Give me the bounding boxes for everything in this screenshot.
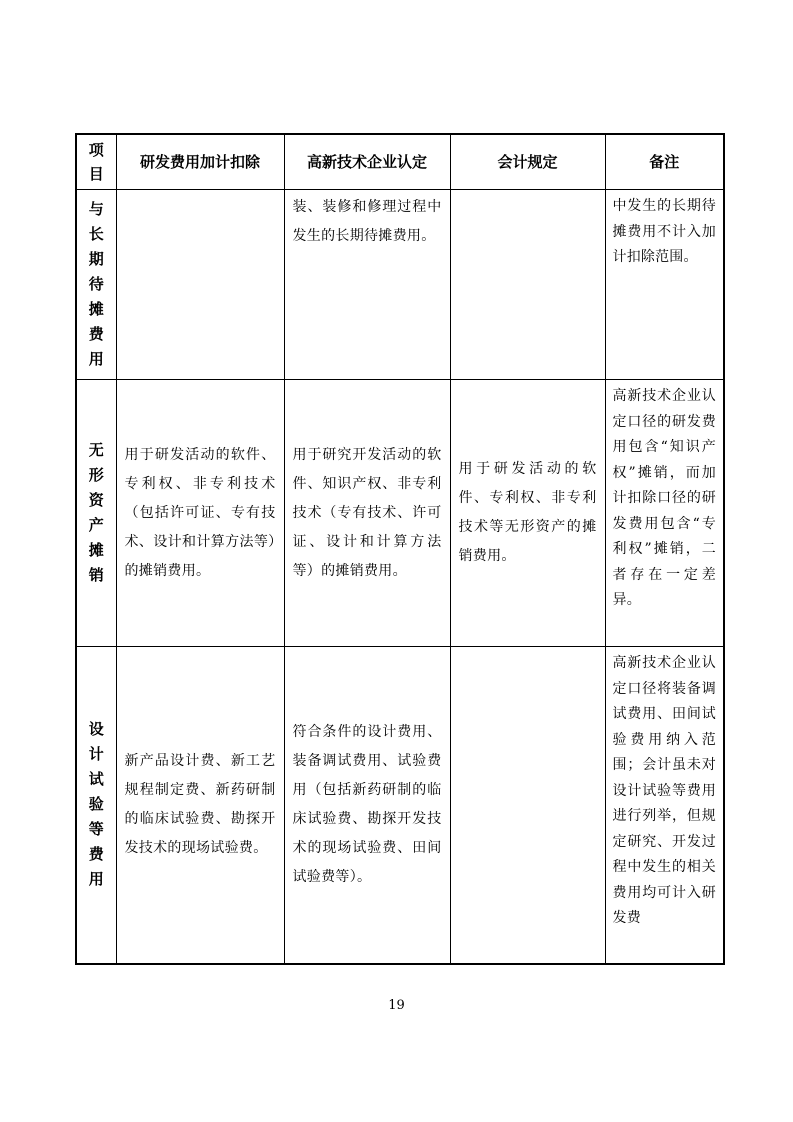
cell-rd-deduction: 用于研发活动的软件、专利权、非专利技术（包括许可证、专有技术、设计和计算方法等）的摊销费用。 <box>116 380 284 647</box>
cell-rd-deduction <box>116 190 284 380</box>
cell-accounting <box>450 647 605 964</box>
cell-accounting <box>450 190 605 380</box>
cell-hightech: 用于研究开发活动的软件、知识产权、非专利技术（专有技术、许可证、设计和计算方法等）的摊销费用。 <box>284 380 450 647</box>
page-number: 19 <box>388 998 405 1013</box>
column-header-hightech: 高新技术企业认定 <box>284 134 450 190</box>
column-header-accounting: 会计规定 <box>450 134 605 190</box>
cell-remark: 高新技术企业认定口径的研发费用包含“知识产权”摊销，而加计扣除口径的研发费用包含“专利权”摊销，二者存在一定差异。 <box>605 380 724 647</box>
cell-item <box>76 380 116 647</box>
rd-expense-comparison-table <box>75 133 725 965</box>
cell-hightech: 符合条件的设计费用、装备调试费用、试验费用（包括新药研制的临床试验费、勘探开发技术的现场试验费、田间试验费等）。 <box>284 647 450 964</box>
cell-accounting: 用于研发活动的软件、专利权、非专利技术等无形资产的摊销费用。 <box>450 380 605 647</box>
cell-remark: 中发生的长期待摊费用不计入加计扣除范围。 <box>605 190 724 380</box>
cell-item <box>76 647 116 964</box>
column-header-item: 项目 <box>76 134 116 190</box>
item-vertical-label: 设计试验等费用 <box>88 720 104 889</box>
item-vertical-label: 无形资产摊销 <box>88 441 104 584</box>
table-row <box>76 190 724 380</box>
cell-hightech: 装、装修和修理过程中发生的长期待摊费用。 <box>284 190 450 380</box>
item-vertical-label: 与长期待摊费用 <box>88 200 104 368</box>
table-header-row <box>76 134 724 190</box>
column-header-remark: 备注 <box>605 134 724 190</box>
column-header-rd-deduction: 研发费用加计扣除 <box>116 134 284 190</box>
table-row <box>76 380 724 647</box>
table-row <box>76 647 724 964</box>
cell-rd-deduction: 新产品设计费、新工艺规程制定费、新药研制的临床试验费、勘探开发技术的现场试验费。 <box>116 647 284 964</box>
cell-item <box>76 190 116 380</box>
cell-remark: 高新技术企业认定口径将装备调试费用、田间试验费用纳入范围；会计虽未对设计试验等费用进行列举，但规定研究、开发过程中发生的相关费用均可计入研发费 <box>605 647 724 964</box>
